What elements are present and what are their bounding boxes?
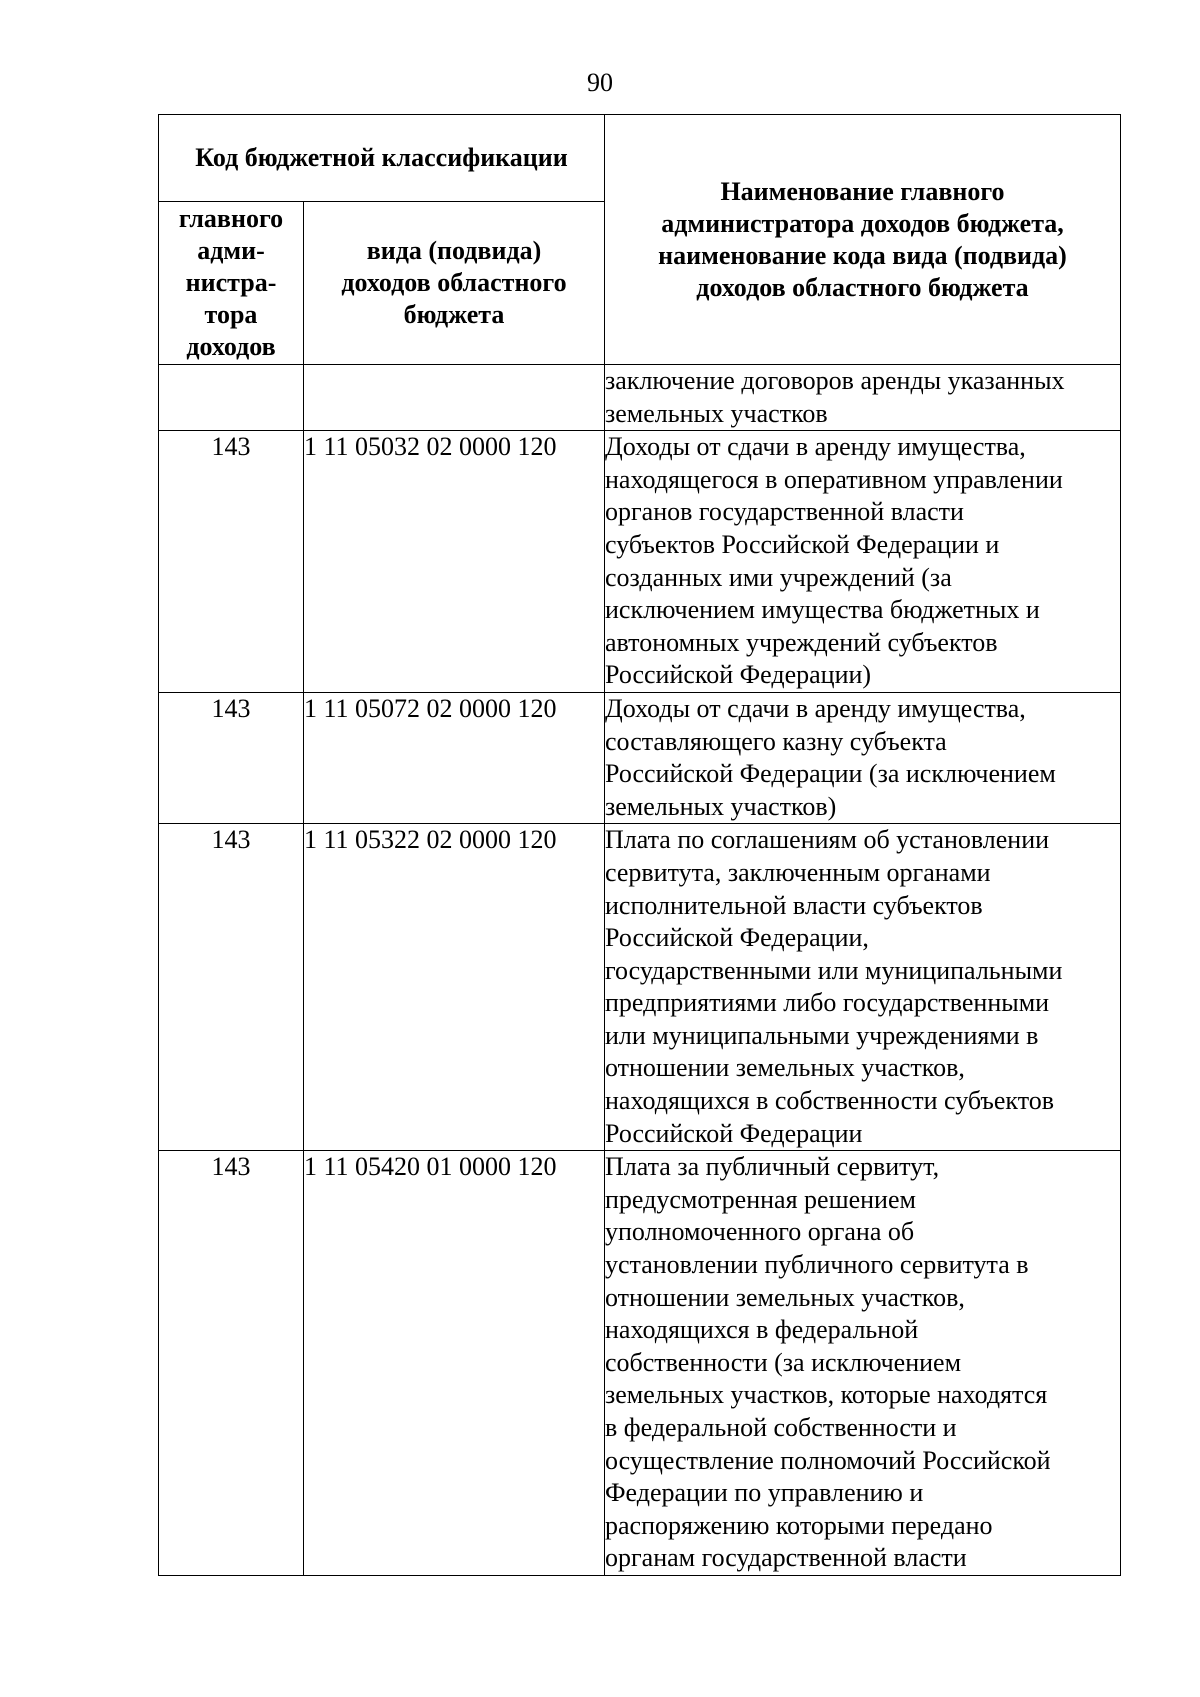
name-line: или муниципальными учреждениями в [605, 1020, 1039, 1050]
header-line: администратора доходов бюджета, [661, 208, 1064, 238]
header-line: бюджета [403, 300, 505, 329]
kind-code-cell: 1 11 05072 02 0000 120 [304, 692, 605, 823]
name-cell [605, 824, 1121, 1151]
name-line: земельных участков, которые находятся [605, 1380, 1048, 1410]
name-line: Доходы от сдачи в аренду имущества, [605, 693, 1026, 723]
header-line: главного [178, 204, 284, 233]
page-number: 90 [587, 68, 613, 97]
name-line: земельных участков [605, 398, 828, 428]
header-line: нистра- [185, 268, 277, 297]
header-administrator-name [605, 115, 1121, 365]
kind-code-cell: 1 11 05322 02 0000 120 [304, 824, 605, 1151]
table-row [159, 431, 1121, 693]
name-line: распоряжению которыми передано [605, 1510, 993, 1540]
name-cell [605, 431, 1121, 693]
name-line: исключением имущества бюджетных и [605, 595, 1040, 625]
header-line: Наименование главного [720, 176, 1005, 206]
name-line: государственными или муниципальными [605, 955, 1063, 985]
name-line: Российской Федерации) [605, 660, 872, 690]
name-line: в федеральной собственности и [605, 1413, 957, 1442]
name-line: земельных участков) [605, 791, 837, 821]
table-body [159, 365, 1121, 1576]
kind-code-cell [304, 365, 605, 431]
header-line: адми- [197, 236, 265, 265]
name-line: Российской Федерации [605, 1118, 863, 1148]
table-row [159, 365, 1121, 431]
header-line: вида (подвида) [366, 236, 542, 265]
name-line: осуществление полномочий Российской [605, 1445, 1051, 1475]
header-main-administrator [159, 202, 304, 365]
name-line: исполнительной власти субъектов [605, 890, 983, 920]
name-line: Доходы от сдачи в аренду имущества, [605, 432, 1026, 462]
header-line: доходов областного бюджета [696, 272, 1029, 302]
name-line: Плата по соглашениям об установлении [605, 825, 1050, 855]
table-row [159, 692, 1121, 823]
name-line: собственности (за исключением [605, 1347, 962, 1377]
name-line: находящегося в оперативном управлении [605, 464, 1063, 494]
name-line: предусмотренная решением [605, 1184, 916, 1214]
name-line: сервитута, заключенным органами [605, 857, 991, 887]
name-line: автономных учреждений субъектов [605, 627, 998, 657]
admin-code-cell: 143 [159, 431, 304, 693]
name-line: составляющего казну субъекта [605, 726, 947, 756]
name-line: находящихся в федеральной [605, 1315, 919, 1345]
name-line: созданных ими учреждений (за [605, 562, 952, 592]
name-line: Российской Федерации, [605, 923, 869, 953]
name-line: установлении публичного сервитута в [605, 1250, 1029, 1280]
name-line: Федерации по управлению и [605, 1478, 924, 1508]
name-line: органам государственной власти [605, 1543, 967, 1573]
header-line: доходов областного [341, 268, 567, 297]
name-line: органов государственной власти [605, 497, 964, 527]
header-income-kind [304, 202, 605, 365]
table-row [159, 824, 1121, 1151]
admin-code-cell [159, 365, 304, 431]
name-line: отношении земельных участков, [605, 1282, 965, 1312]
header-line: тора [204, 300, 258, 329]
name-cell [605, 365, 1121, 431]
table-row [159, 1151, 1121, 1576]
name-line: заключение договоров аренды указанных [605, 366, 1065, 395]
name-line: отношении земельных участков, [605, 1053, 965, 1083]
name-cell [605, 692, 1121, 823]
name-line: уполномоченного органа об [605, 1217, 915, 1247]
table-header [159, 115, 1121, 365]
name-line: субъектов Российской Федерации и [605, 529, 1000, 559]
name-cell [605, 1151, 1121, 1576]
kind-code-cell: 1 11 05032 02 0000 120 [304, 431, 605, 693]
name-line: находящихся в собственности субъектов [605, 1086, 1054, 1116]
name-line: Российской Федерации (за исключением [605, 759, 1056, 789]
admin-code-cell: 143 [159, 1151, 304, 1576]
admin-code-cell: 143 [159, 692, 304, 823]
header-line: наименование кода вида (подвида) [658, 240, 1067, 270]
kind-code-cell: 1 11 05420 01 0000 120 [304, 1151, 605, 1576]
name-line: Плата за публичный сервитут, [605, 1152, 940, 1182]
header-line: доходов [186, 332, 276, 361]
name-line: предприятиями либо государственными [605, 988, 1050, 1018]
header-budget-classification-code: Код бюджетной классификации [159, 115, 605, 202]
budget-classification-table [158, 114, 1121, 1576]
admin-code-cell: 143 [159, 824, 304, 1151]
